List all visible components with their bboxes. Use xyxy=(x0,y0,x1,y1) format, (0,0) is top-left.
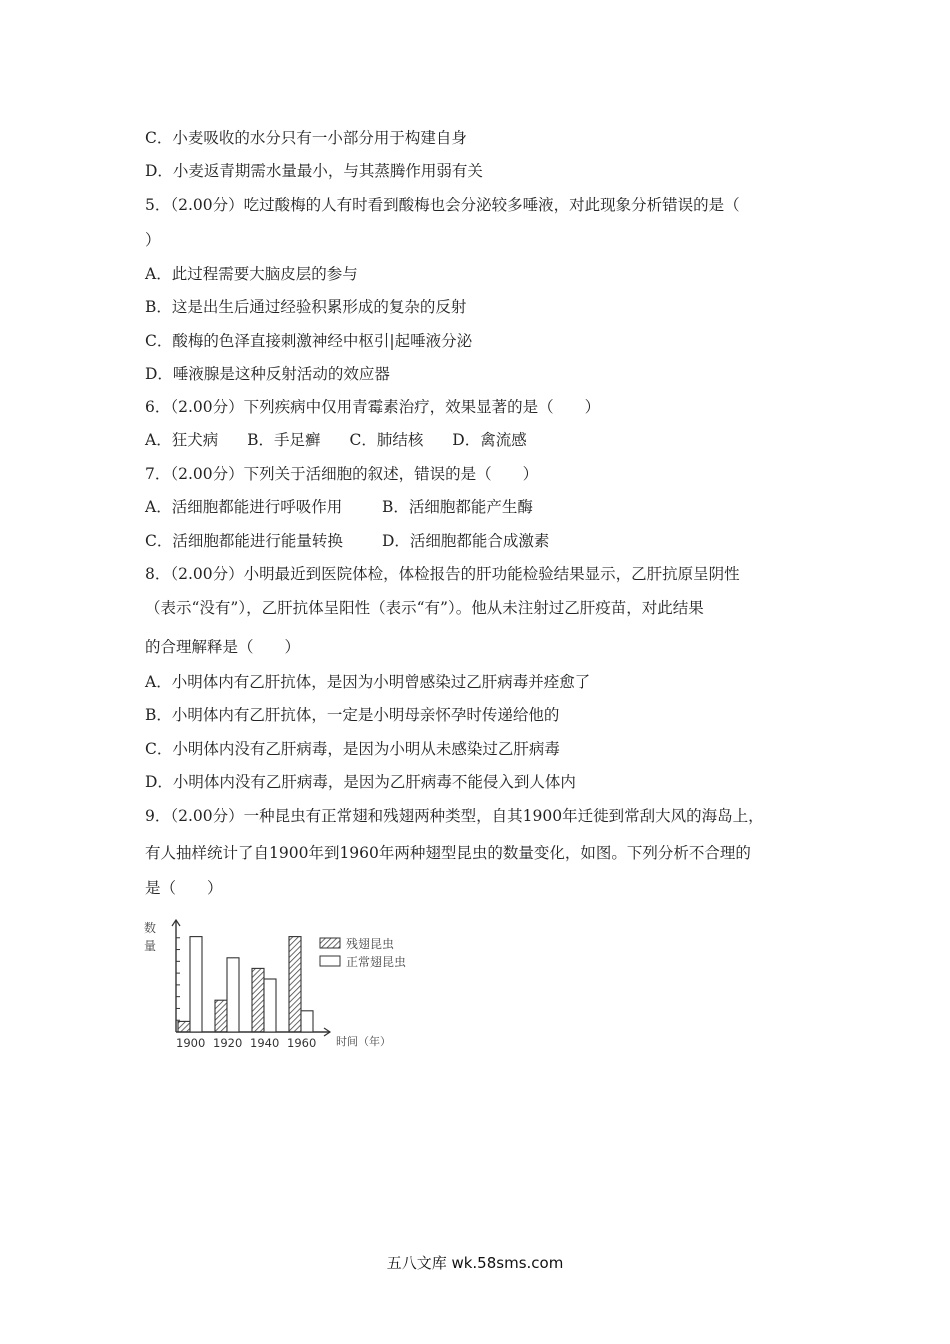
x-tick-label: 1920 xyxy=(213,1036,243,1050)
q7-option-a: A．活细胞都能进行呼吸作用 xyxy=(145,498,343,516)
q8-option-b: B．小明体内有乙肝抗体，一定是小明母亲怀孕时传递给他的 xyxy=(145,706,560,724)
q5-option-c: C．酸梅的色泽直接刺激神经中枢引|起唾液分泌 xyxy=(145,332,473,350)
chart-legend xyxy=(320,936,406,969)
x-tick-label: 1940 xyxy=(250,1036,280,1050)
question-8-cont2: 的合理解释是（ ） xyxy=(145,638,301,656)
q8-option-d: D．小明体内没有乙肝病毒，是因为乙肝病毒不能侵入到人体内 xyxy=(145,773,576,791)
q6-option-d: D．禽流感 xyxy=(452,431,527,449)
x-tick-label: 1900 xyxy=(176,1036,206,1050)
question-9: 9．（2.00分）一种昆虫有正常翅和残翅两种类型，自其1900年迁徙到常刮大风的海岛上， xyxy=(145,807,764,825)
question-7: 7．（2.00分）下列关于活细胞的叙述，错误的是（ ） xyxy=(145,465,539,483)
bar-normal-1920 xyxy=(227,958,239,1032)
bar-normal-1940 xyxy=(264,979,276,1032)
q6-option-b: B．手足癣 xyxy=(247,431,321,449)
legend-swatch xyxy=(320,956,340,966)
q7-option-b: B．活细胞都能产生酶 xyxy=(381,498,533,516)
question-8-cont1: （表示“没有”），乙肝抗体呈阳性（表示“有”）。他从未注射过乙肝疫苗，对此结果 xyxy=(145,599,704,617)
bar-vestigial-1920 xyxy=(215,1000,227,1032)
y-axis-label-1: 数 xyxy=(144,921,157,935)
line-c-q4: C．小麦吸收的水分只有一小部分用于构建自身 xyxy=(145,129,467,147)
legend-swatch xyxy=(320,938,340,948)
y-axis-label-2: 量 xyxy=(144,939,157,953)
line-d-q4: D．小麦返青期需水量最小，与其蒸腾作用弱有关 xyxy=(145,162,483,180)
question-5-cont: ） xyxy=(145,231,161,249)
q5-option-a: A．此过程需要大脑皮层的参与 xyxy=(145,265,358,283)
footer-source: 五八文库 wk.58sms.com xyxy=(386,1254,564,1272)
x-tick-label: 1960 xyxy=(287,1036,317,1050)
q5-option-b: B．这是出生后通过经验积累形成的复杂的反射 xyxy=(145,298,467,316)
question-8: 8．（2.00分）小明最近到医院体检，体检报告的肝功能检验结果显示，乙肝抗原呈阴性 xyxy=(145,565,740,583)
q6-option-a: A．狂犬病 xyxy=(145,431,219,449)
bar-normal-1900 xyxy=(190,937,202,1032)
legend-label: 正常翅昆虫 xyxy=(346,955,407,969)
bar-vestigial-1940 xyxy=(252,968,264,1032)
question-9-cont1: 有人抽样统计了自1900年到1960年两种翅型昆虫的数量变化，如图。下列分析不合理的 xyxy=(145,844,751,862)
question-5: 5．（2.00分）吃过酸梅的人有时看到酸梅也会分泌较多唾液，对此现象分析错误的是（ xyxy=(145,196,740,214)
bar-normal-1960 xyxy=(301,1011,313,1032)
bar-vestigial-1900 xyxy=(178,1021,190,1032)
q7-options-row1 xyxy=(145,497,533,517)
q7-option-d: D．活细胞都能合成激素 xyxy=(381,532,550,550)
q5-option-d: D．唾液腺是这种反射活动的效应器 xyxy=(145,365,390,383)
q6-options xyxy=(145,430,527,450)
q8-option-c: C．小明体内没有乙肝病毒，是因为小明从未感染过乙肝病毒 xyxy=(145,740,560,758)
chart-bars xyxy=(178,937,313,1032)
q7-option-c: C．活细胞都能进行能量转换 xyxy=(145,532,343,550)
q6-option-c: C．肺结核 xyxy=(349,431,424,449)
question-9-cont2: 是（ ） xyxy=(145,879,223,897)
insect-bar-chart xyxy=(140,908,407,1050)
legend-label: 残翅昆虫 xyxy=(346,937,395,951)
q8-option-a: A．小明体内有乙肝抗体，是因为小明曾感染过乙肝病毒并痊愈了 xyxy=(145,673,591,691)
x-axis-label: 时间（年） xyxy=(336,1035,391,1048)
question-6: 6．（2.00分）下列疾病中仅用青霉素治疗，效果显著的是（ ） xyxy=(145,398,601,416)
chart-x-ticks xyxy=(176,1036,316,1050)
bar-vestigial-1960 xyxy=(289,937,301,1032)
q7-options-row2 xyxy=(145,531,549,551)
